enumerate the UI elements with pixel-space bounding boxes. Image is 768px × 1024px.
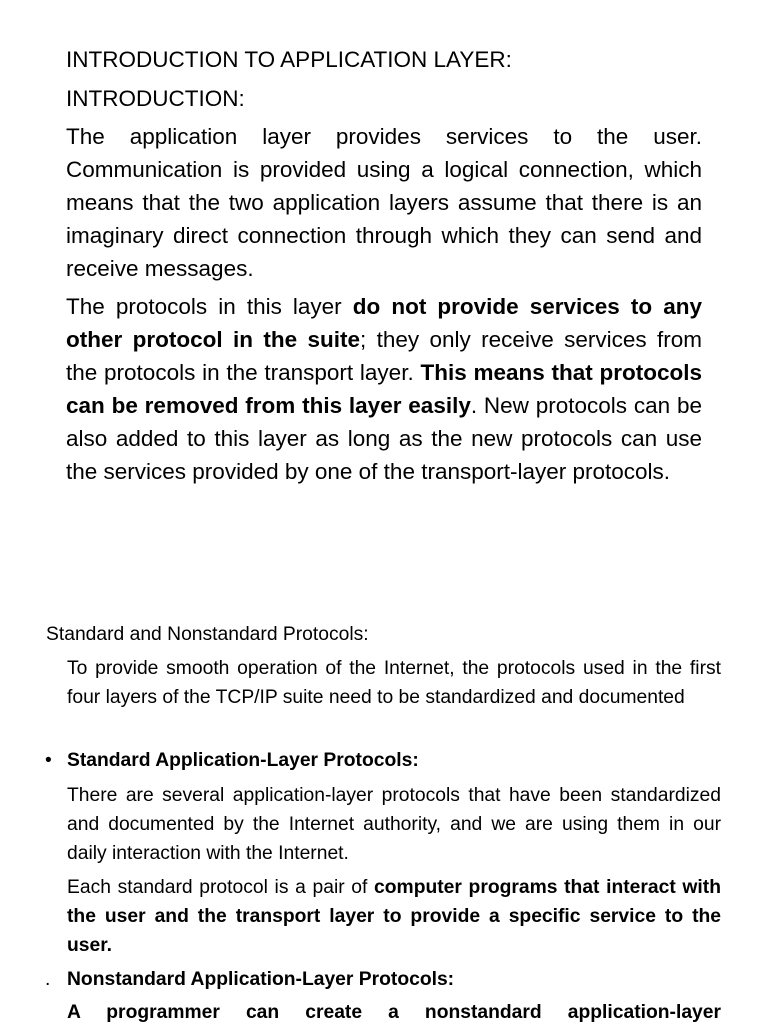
protocols-bold-1: do not provide services to any other protocol in the suite bbox=[66, 294, 702, 352]
protocols-bold-2: This means that protocols can be removed from this layer easily bbox=[66, 360, 702, 418]
pair-bold: computer programs that interact with the user and the transport layer to provide a specific service to the user. bbox=[67, 877, 721, 956]
standard-protocols-heading: Standard Application-Layer Protocols: bbox=[67, 750, 419, 771]
nonstandard-protocols-heading: Nonstandard Application-Layer Protocols: bbox=[67, 969, 455, 990]
pair-text: Each standard protocol is a pair of bbox=[67, 877, 375, 898]
standard-protocol-pair-paragraph bbox=[67, 873, 721, 960]
bullet-icon: • bbox=[45, 750, 52, 771]
bullet-dot-icon: . bbox=[45, 969, 51, 990]
protocols-text-1: The protocols in this layer bbox=[66, 294, 353, 319]
section-title: INTRODUCTION TO APPLICATION LAYER: bbox=[66, 47, 512, 72]
protocols-text-3: . New protocols can be also added to this layer as long as the new protocols can use the services provided by one of the transport-layer protocols. bbox=[66, 393, 702, 484]
intro-paragraph: The application layer provides services to the user. Communication is provided using a logical connection, which means that the two application layers assume that there is an imaginary direct connection through which they can send and receive messages. bbox=[66, 124, 702, 281]
nonstandard-protocols-item bbox=[45, 965, 721, 994]
standard-nonstandard-heading: Standard and Nonstandard Protocols: bbox=[46, 624, 369, 645]
standard-protocols-paragraph: There are several application-layer protocols that have been standardized and documented by the Internet authority, and we are using them in our daily interaction with the Internet. bbox=[67, 785, 721, 864]
standard-intro-paragraph: To provide smooth operation of the Internet, the protocols used in the first four layers of the TCP/IP suite need to be standardized and documented bbox=[67, 658, 721, 708]
protocols-paragraph bbox=[66, 290, 702, 488]
protocols-text-2: ; they only receive services from the protocols in the transport layer. bbox=[66, 327, 702, 385]
nonstandard-protocols-paragraph: A programmer can create a nonstandard application-layer bbox=[67, 1002, 721, 1023]
standard-protocols-item bbox=[45, 746, 721, 775]
section-subtitle: INTRODUCTION: bbox=[66, 86, 245, 111]
